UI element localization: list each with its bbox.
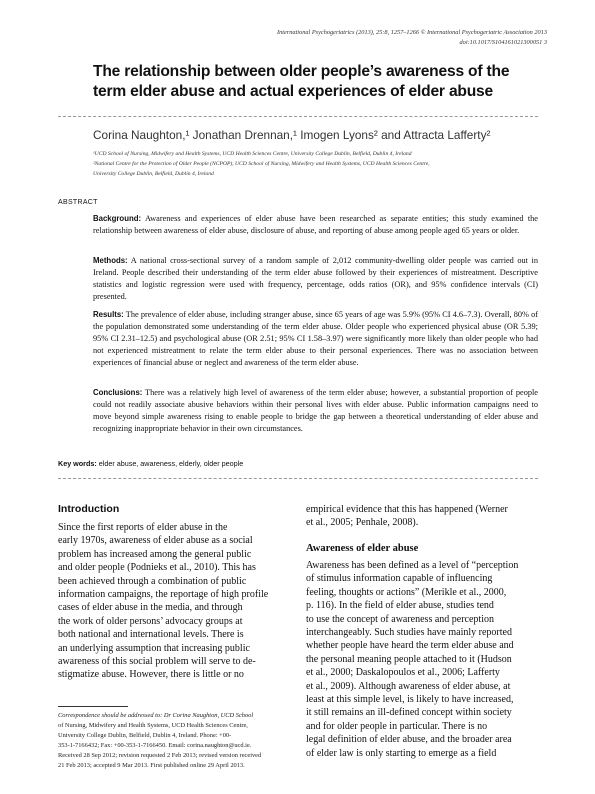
footnote-line: 353-1-7166432; Fax: +00-353-1-7166450. Email: corina.naughton@ucd.ie. (58, 742, 252, 749)
methods-text: A national cross-sectional survey of a random sample of 2,012 community-dwelling older people was carried out in Ireland. People described their understanding of the term elder abuse followed by their experiences of mistreatment. Descriptive statistics and logistic regression were used with frequency, percentage, odds ratios (OR), and 95% confidence intervals (CI) presented. (93, 256, 538, 301)
footnote-line: 21 Feb 2013; accepted 9 Mar 2013. First published online 29 April 2013. (58, 762, 245, 769)
conclusions-text: There was a relatively high level of awareness of the term elder abuse; however, a substantial proportion of people could not readily associate abusive behaviors within their personal lives with elder abuse. Public information campaigns need to move beyond simple awareness rising to enable people to bridge the gap between a theoretical understanding of elder abuse and recognizing inappropriate behavior in their own circumstances. (93, 388, 538, 433)
body-line: it still remains an ill-defined concept within society (306, 707, 512, 719)
footnote-line: Received 28 Sep 2012; revision requested 2 Feb 2013; revised version received (58, 752, 262, 759)
body-line: empirical evidence that this has happened (Werner (306, 504, 508, 515)
results-text: The prevalence of elder abuse, including stranger abuse, since 65 years of age was 5.9% (95% CI 4.6–7.3). Overall, 80% of the population demonstrated some understanding of the term elder abuse. Older people who experienced physical abuse (OR 5.39; 95% CI 2.31–12.5) and psychological abuse (OR 2.51; 95% CI 1.58–3.97) were significantly more likely than older people who had not experienced mistreatment to relate the term elder abuse to their personal experiences. There was no association between experiences of financial abuse or neglect and awareness of the term elder abuse. (93, 310, 538, 367)
conclusions-label: Conclusions: (93, 388, 143, 397)
abstract-methods (93, 255, 538, 303)
body-line: legal definition of elder abuse, and the broader area (306, 734, 512, 746)
keywords-label: Key words: (58, 459, 97, 468)
body-line: Awareness has been defined as a level of “perception (306, 560, 519, 571)
title-line-1: The relationship between older people’s awareness of the (93, 63, 510, 80)
article-title (93, 62, 513, 102)
abstract-divider (58, 478, 538, 479)
body-line: awareness of this social problem will serve to de- (58, 656, 256, 668)
abstract-label: ABSTRACT (58, 199, 98, 206)
body-line: interchangeably. Such studies have mainly reported (306, 627, 512, 639)
body-line: whether people have heard the term elder abuse and (306, 640, 514, 652)
body-line: p. 116). In the field of elder abuse, studies tend (306, 600, 494, 612)
body-line: and older people (Podnieks et al., 2010). This has (58, 562, 256, 574)
abstract-conclusions (93, 387, 538, 435)
affiliation-2-line-2: University College Dublin, Belfield, Dublin 4, Ireland (93, 170, 214, 177)
body-line: an underlying assumption that increasing public (58, 642, 250, 654)
journal-citation (277, 28, 547, 48)
results-label: Results: (93, 310, 124, 319)
body-line: least at this simple level, is likely to have increased, (306, 694, 514, 706)
doi-line: doi:10.1017/S104161021300051 3 (459, 39, 547, 46)
body-line: et al., 2000; Daskalopoulos et al., 2006; Lafferty (306, 667, 500, 679)
body-line: stigmatize abuse. However, there is little or no (58, 669, 244, 681)
journal-citation-line: International Psychogeriatrics (2013), 25:8, 1257–1266 © International Psychogeriatric Association 2013 (277, 29, 547, 36)
body-line: the personal meaning people attached to it (Hudson (306, 653, 512, 665)
footnote-rule (58, 706, 128, 707)
body-line: both national and international levels. There is (58, 629, 244, 641)
body-line: and for older people in particular. There is no (306, 720, 488, 732)
body-line: problem has increased among the general public (58, 548, 252, 560)
introduction-heading: Introduction (58, 503, 120, 515)
methods-label: Methods: (93, 256, 128, 265)
body-line: been achieved through a combination of public (58, 575, 247, 587)
intro-right-top (306, 503, 538, 530)
body-line: to use the concept of awareness and perception (306, 613, 494, 625)
title-line-2: term elder abuse and actual experiences of elder abuse (93, 83, 494, 100)
footnote-line: of Nursing, Midwifery and Health Systems, UCD Health Sciences Centre, (58, 722, 248, 729)
awareness-subheading: Awareness of elder abuse (306, 543, 419, 554)
body-line: of elder law is only starting to emerge as a field (306, 747, 497, 759)
background-label: Background: (93, 214, 142, 223)
footnote-line: Correspondence should be addressed to: Dr Corina Naughton, UCD School (58, 712, 254, 719)
abstract-results (93, 309, 538, 369)
affiliation-1: ¹UCD School of Nursing, Midwifery and Health Systems, UCD Health Sciences Centre, University College Dublin, Belfield, Dublin 4, Ireland (93, 151, 412, 157)
body-line: Since the first reports of elder abuse in the (58, 522, 228, 533)
keywords (58, 459, 243, 468)
affiliation-2 (93, 160, 538, 179)
intro-left-column (58, 521, 294, 682)
awareness-right-column (306, 559, 538, 760)
title-divider (58, 116, 538, 117)
abstract-background (93, 213, 538, 237)
affiliation-2-line-1: ²National Centre for the Protection of Older People (NCPOP), UCD School of Nursing, Midwifery and Health Systems, UCD Health Sciences Centre, (93, 161, 430, 167)
body-line: early 1970s, awareness of elder abuse as a social (58, 535, 253, 547)
body-line: the work of older persons’ advocacy groups at (58, 615, 243, 627)
keywords-text: elder abuse, awareness, elderly, older people (98, 459, 244, 468)
correspondence-footnote (58, 711, 294, 771)
body-line: information campaigns, the reportage of high profile (58, 589, 269, 601)
body-line: cases of elder abuse in the media, and through (58, 602, 243, 614)
body-line: feeling, thoughts or actions” (Merikle et al., 2000, (306, 586, 507, 598)
body-line: et al., 2009). Although awareness of elder abuse, at (306, 680, 511, 692)
footnote-line: University College Dublin, Belfield, Dublin 4, Ireland. Phone: +00- (58, 732, 232, 739)
body-line: et al., 2005; Penhale, 2008). (306, 517, 419, 529)
author-list: Corina Naughton,¹ Jonathan Drennan,¹ Imogen Lyons² and Attracta Lafferty² (93, 128, 491, 142)
background-text: Awareness and experiences of elder abuse have been researched as separate entities; this study examined the relationship between awareness of elder abuse, disclosure of abuse, and reporting of abuse among people aged 65 years or older. (93, 214, 538, 235)
body-line: of stimulus information capable of influencing (306, 573, 493, 585)
